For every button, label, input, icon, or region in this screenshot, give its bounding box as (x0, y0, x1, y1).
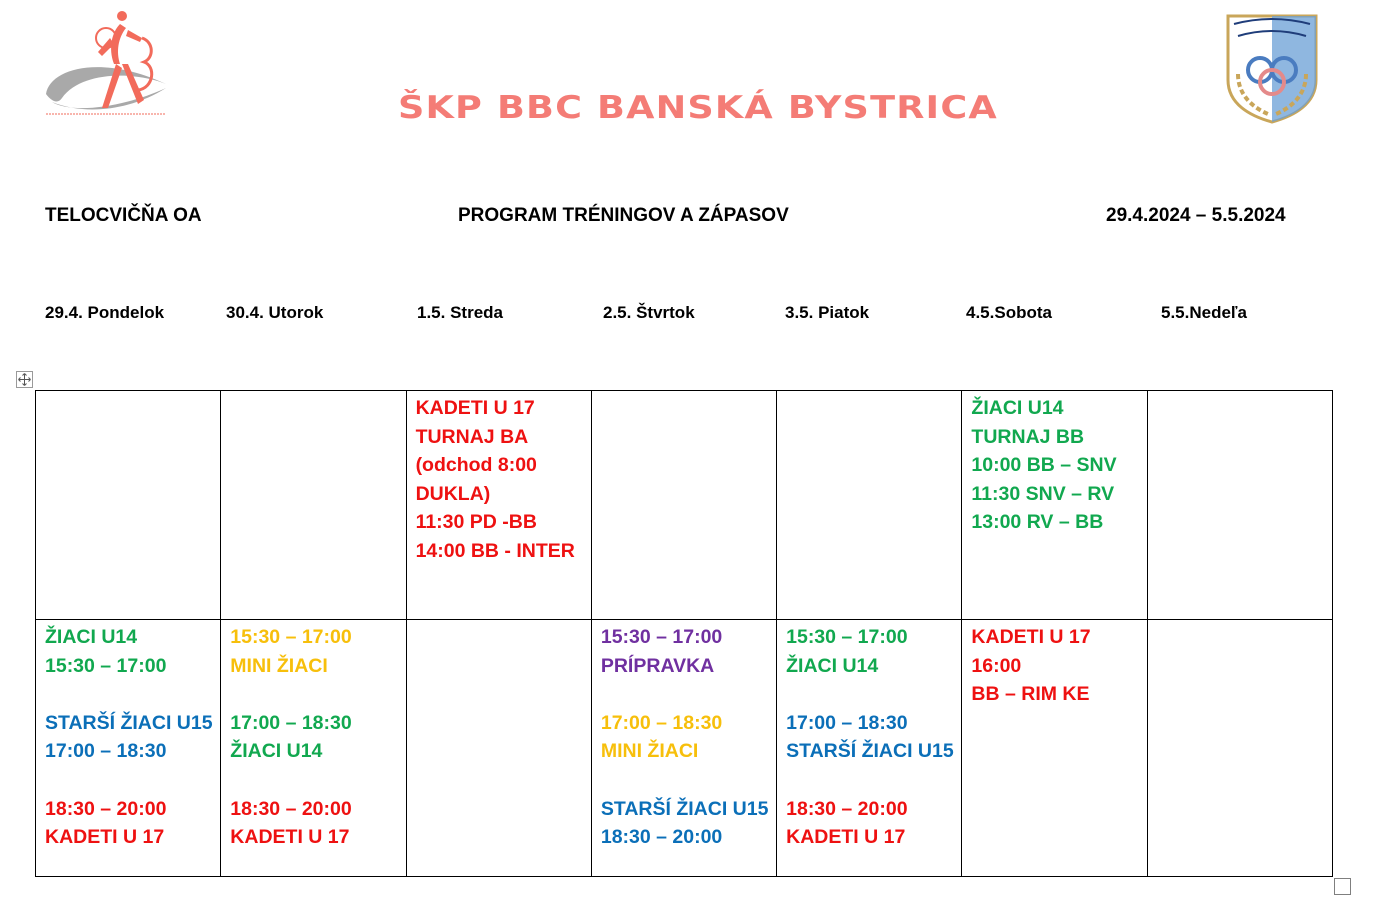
schedule-cell-wednesday[interactable] (406, 620, 591, 877)
schedule-entry: 17:00 – 18:30 (600, 711, 723, 734)
day-header-monday: 29.4. Pondelok (45, 303, 165, 322)
schedule-entry: BB – RIM KE (971, 683, 1090, 706)
schedule-cell-monday[interactable] (36, 620, 221, 877)
schedule-entry: DUKLA) (415, 482, 491, 505)
schedule-entry: KADETI U 17 (786, 826, 906, 849)
club-title: ŠKP BBC BANSKÁ BYSTRICA (398, 90, 998, 126)
schedule-cell-saturday[interactable] (962, 620, 1147, 877)
date-range: 29.4.2024 – 5.5.2024 (1106, 205, 1286, 226)
table-move-handle-icon[interactable] (16, 371, 33, 388)
schedule-entry: TURNAJ BB (971, 425, 1085, 448)
schedule-entry: ŽIACI U14 (971, 397, 1064, 419)
schedule-entry: MINI ŽIACI (600, 740, 699, 763)
schedule-cell-sunday[interactable] (1147, 620, 1332, 877)
schedule-entry: 10:00 BB – SNV (971, 454, 1117, 477)
schedule-entry: 15:30 – 17:00 (600, 626, 723, 648)
schedule-entry: TURNAJ BA (415, 425, 529, 448)
schedule-spacer (230, 766, 399, 795)
schedule-cell-saturday[interactable] (962, 391, 1147, 620)
day-header-friday: 3.5. Piatok (785, 303, 870, 322)
schedule-row (36, 391, 1333, 620)
schedule-spacer (601, 680, 770, 709)
schedule-spacer (230, 680, 399, 709)
schedule-cell-sunday[interactable] (1147, 391, 1332, 620)
venue-label: TELOCVIČŇA OA (45, 205, 202, 226)
schedule-entry: 18:30 – 20:00 (600, 826, 723, 849)
schedule-entry: MINI ŽIACI (230, 654, 328, 677)
schedule-spacer (601, 766, 770, 795)
day-header-wednesday: 1.5. Streda (417, 303, 503, 322)
schedule-cell-wednesday[interactable] (406, 391, 591, 620)
schedule-entry: PRÍPRAVKA (600, 654, 715, 677)
schedule-cell-thursday[interactable] (591, 391, 776, 620)
basketball-club-logo-icon (42, 8, 170, 126)
schedule-entry: KADETI U 17 (971, 626, 1091, 648)
schedule-spacer (45, 766, 214, 795)
schedule-cell-friday[interactable] (777, 391, 962, 620)
schedule-entry: (odchod 8:00 (415, 454, 537, 477)
schedule-entry: 13:00 RV – BB (971, 511, 1104, 534)
schedule-entry: 18:30 – 20:00 (45, 797, 167, 820)
schedule-entry: 17:00 – 18:30 (786, 711, 908, 734)
police-sport-club-crest-icon (1224, 12, 1320, 124)
schedule-entry: 14:00 BB - INTER (415, 539, 575, 562)
day-header-saturday: 4.5.Sobota (966, 303, 1052, 322)
schedule-cell-monday[interactable] (36, 391, 221, 620)
schedule-cell-thursday[interactable] (591, 620, 776, 877)
schedule-entry: 15:30 – 17:00 (230, 626, 352, 648)
schedule-entry: ŽIACI U14 (230, 740, 323, 763)
schedule-entry: 15:30 – 17:00 (786, 626, 908, 648)
schedule-spacer (45, 680, 214, 709)
program-title: PROGRAM TRÉNINGOV A ZÁPASOV (458, 205, 789, 226)
day-header-sunday: 5.5.Nedeľa (1161, 303, 1247, 322)
day-header-thursday: 2.5. Štvrtok (603, 303, 695, 322)
schedule-entry: 15:30 – 17:00 (45, 654, 167, 677)
schedule-entry: 18:30 – 20:00 (230, 797, 352, 820)
schedule-entry: ŽIACI U14 (786, 654, 879, 677)
schedule-cell-friday[interactable] (777, 620, 962, 877)
schedule-entry: 17:00 – 18:30 (45, 740, 167, 763)
schedule-entry: STARŠÍ ŽIACI U15 (600, 797, 769, 820)
schedule-spacer (786, 680, 955, 709)
schedule-entry: STARŠÍ ŽIACI U15 (786, 740, 954, 763)
table-resize-handle-icon[interactable] (1334, 878, 1351, 895)
day-header-tuesday: 30.4. Utorok (226, 303, 324, 322)
schedule-row (36, 620, 1333, 877)
schedule-cell-tuesday[interactable] (221, 620, 406, 877)
schedule-entry: KADETI U 17 (45, 826, 165, 849)
schedule-entry: KADETI U 17 (415, 397, 535, 419)
schedule-cell-tuesday[interactable] (221, 391, 406, 620)
schedule-entry: 16:00 (971, 654, 1022, 677)
schedule-entry: 11:30 PD -BB (415, 511, 537, 534)
schedule-spacer (786, 766, 955, 795)
schedule-entry: ŽIACI U14 (45, 626, 138, 648)
schedule-entry: 11:30 SNV – RV (971, 482, 1115, 505)
schedule-table (35, 390, 1333, 877)
schedule-entry: 17:00 – 18:30 (230, 711, 352, 734)
schedule-entry: STARŠÍ ŽIACI U15 (45, 711, 213, 734)
schedule-entry: KADETI U 17 (230, 826, 350, 849)
schedule-entry: 18:30 – 20:00 (786, 797, 908, 820)
